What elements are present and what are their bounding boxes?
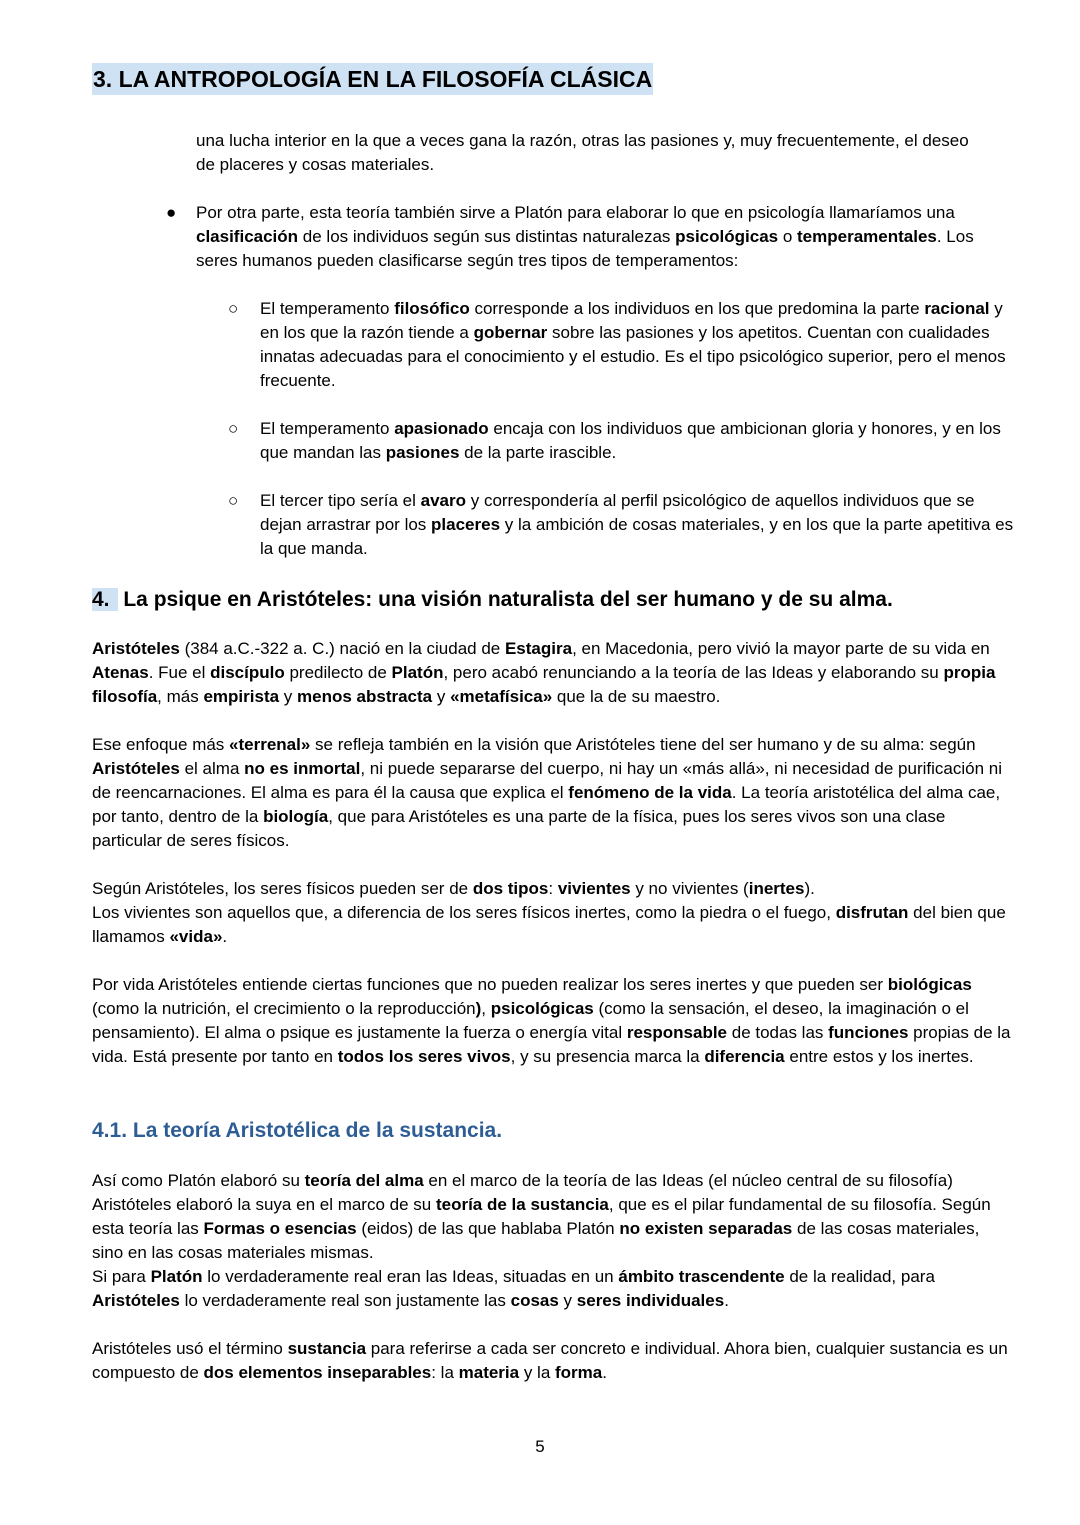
bullet-marker: ● bbox=[166, 203, 177, 222]
paragraph-enfoque-terrenal: Ese enfoque más «terrenal» se refleja también en la visión que Aristóteles tiene del ser humano y de su alma: según Aristóteles el alma no es inmortal, ni puede separarse del cuerpo, ni hay un «más allá», ni necesidad de purificación ni de reencarnaciones. El alma es para él la causa que explica el fenómeno de la vida. La teoría aristotélica del alma cae, por tanto, dentro de la biología, que para Aristóteles es una parte de la física, pues los seres vivos son una clase particular de seres físicos. bbox=[92, 735, 1002, 850]
subitem-marker: ○ bbox=[228, 491, 239, 510]
paragraph-dos-tipos: Según Aristóteles, los seres físicos pueden ser de dos tipos: vivientes y no vivientes (inertes). Los vivientes son aquellos que, a diferencia de los seres físicos inertes, como la piedra o el fuego, disfrutan del bien que llamamos «vida». bbox=[92, 879, 1006, 946]
paragraph-aristoteles-bio: Aristóteles (384 a.C.-322 a. C.) nació en la ciudad de Estagira, en Macedonia, pero vivió la mayor parte de su vida en Atenas. Fue el discípulo predilecto de Platón, pero acabó renunciando a la teoría de las Ideas y elaborando su propia filosofía, más empirista y menos abstracta y «metafísica» que la de su maestro. bbox=[92, 639, 996, 706]
section-4-1-heading: 4.1. La teoría Aristotélica de la sustancia. bbox=[92, 1119, 503, 1142]
section-4-title: La psique en Aristóteles: una visión naturalista del ser humano y de su alma. bbox=[123, 588, 893, 611]
subitem-avaro: El tercer tipo sería el avaro y correspondería al perfil psicológico de aquellos individuos que se dejan arrastrar por los placeres y la ambición de cosas materiales, y en los que la parte apetitiva es la que manda. bbox=[260, 491, 1014, 558]
subitem-apasionado: El temperamento apasionado encaja con los individuos que ambicionan gloria y honores, y en los que mandan las pasiones de la parte irascible. bbox=[260, 419, 1001, 462]
section-4-heading bbox=[92, 585, 893, 615]
section-3-heading: 3. LA ANTROPOLOGÍA EN LA FILOSOFÍA CLÁSICA bbox=[92, 63, 653, 95]
continuation-paragraph: una lucha interior en la que a veces gana la razón, otras las pasiones y, muy frecuentemente, el deseo de placeres y cosas materiales. bbox=[196, 131, 969, 174]
section-4-number: 4. bbox=[92, 588, 118, 611]
paragraph-teoria-sustancia: Así como Platón elaboró su teoría del alma en el marco de la teoría de las Ideas (el núcleo central de su filosofía) Aristóteles elaboró la suya en el marco de su teoría de la sustancia, que es el pilar fundamental de su filosofía. Según esta teoría las Formas o esencias (eidos) de las que hablaba Platón no existen separadas de las cosas materiales, sino en las cosas materiales mismas. Si para Platón lo verdaderamente real eran las Ideas, situadas en un ámbito trascendente de la realidad, para Aristóteles lo verdaderamente real son justamente las cosas y seres individuales. bbox=[92, 1171, 991, 1310]
subitem-marker: ○ bbox=[228, 419, 239, 438]
paragraph-funciones-vida: Por vida Aristóteles entiende ciertas funciones que no pueden realizar los seres inertes y que pueden ser biológicas (como la nutrición, el crecimiento o la reproducción), psicológicas (como la sensación, el deseo, la imaginación o el pensamiento). El alma o psique es justamente la fuerza o energía vital responsable de todas las funciones propias de la vida. Está presente por tanto en todos los seres vivos, y su presencia marca la diferencia entre estos y los inertes. bbox=[92, 975, 1011, 1066]
subitem-filosofico: El temperamento filosófico corresponde a los individuos en los que predomina la parte racional y en los que la razón tiende a gobernar sobre las pasiones y los apetitos. Cuentan con cualidades innatas adecuadas para el conocimiento y el estudio. Es el tipo psicológico superior, pero el menos frecuente. bbox=[260, 299, 1006, 390]
subitem-marker: ○ bbox=[228, 299, 239, 318]
bullet-paragraph: Por otra parte, esta teoría también sirve a Platón para elaborar lo que en psicología llamaríamos una clasificación de los individuos según sus distintas naturalezas psicológicas o temperamentales. Los seres humanos pueden clasificarse según tres tipos de temperamentos: bbox=[196, 203, 974, 270]
paragraph-sustancia-compuesto: Aristóteles usó el término sustancia para referirse a cada ser concreto e individual. Ahora bien, cualquier sustancia es un compuesto de dos elementos inseparables: la materia y la forma. bbox=[92, 1339, 1008, 1382]
page-number: 5 bbox=[535, 1437, 545, 1456]
